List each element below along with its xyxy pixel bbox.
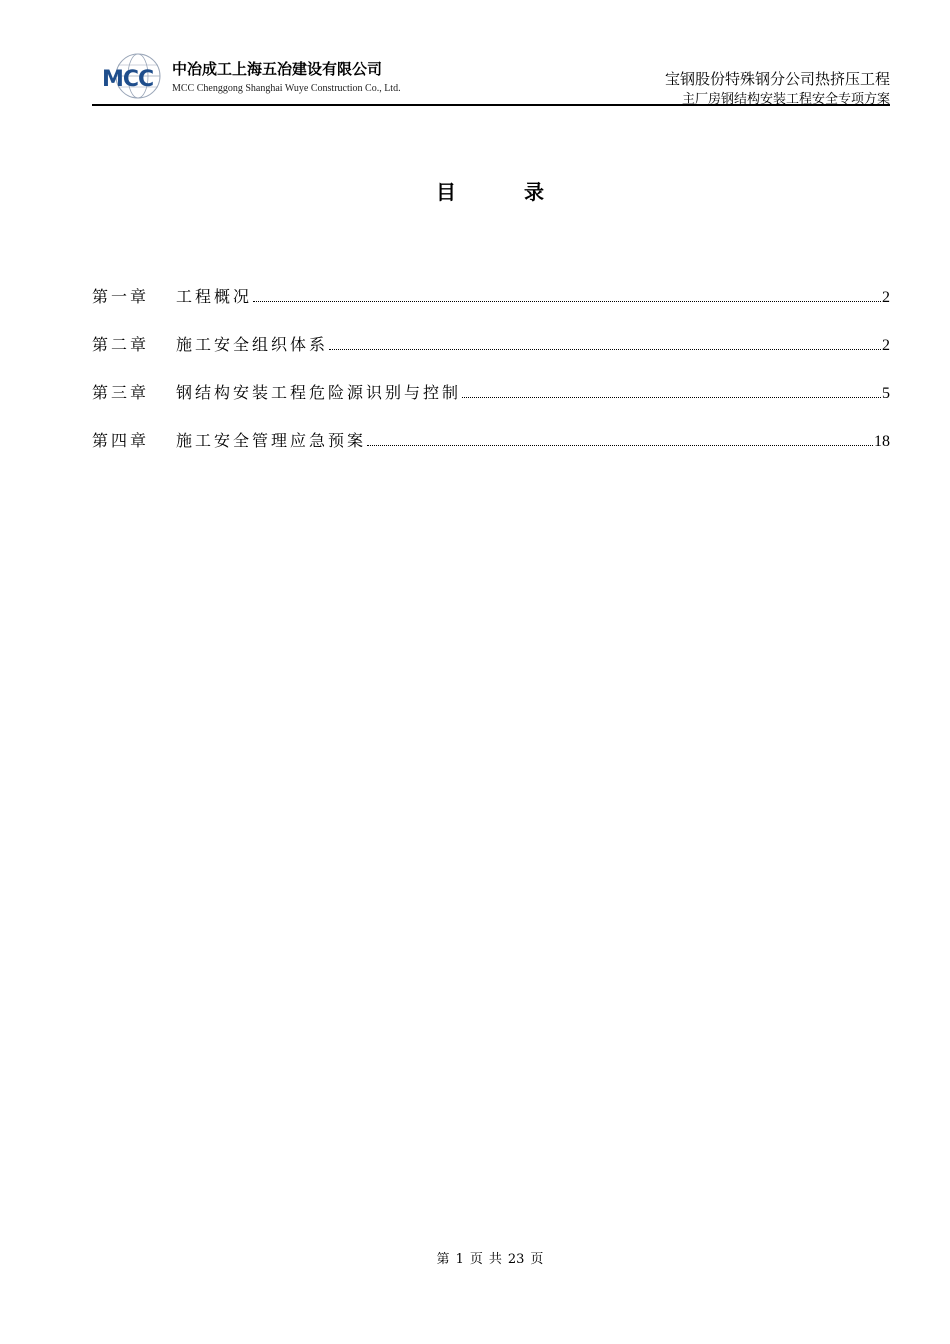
project-title-line2: 主厂房钢结构安装工程安全专项方案 [681, 92, 890, 107]
toc-page-number: 2 [882, 337, 890, 354]
toc-heading-char1: 目 [436, 180, 456, 204]
table-of-contents [92, 284, 890, 476]
svg-text:MCC: MCC [102, 67, 154, 92]
mcc-logo [102, 52, 168, 102]
footer-current-page: 1 [455, 1252, 464, 1267]
toc-leader-dots [253, 300, 881, 302]
toc-leader-dots [367, 444, 873, 446]
company-name-cn: 中冶成工上海五冶建设有限公司 [172, 60, 383, 78]
footer-page-word: 页 [469, 1252, 483, 1267]
footer-prefix: 第 [436, 1252, 450, 1267]
page-footer [0, 1248, 950, 1267]
toc-leader-dots [462, 396, 881, 398]
toc-heading-char2: 录 [524, 180, 544, 204]
toc-chapter-number: 第三章 [92, 383, 150, 402]
footer-total-pages: 23 [507, 1252, 525, 1267]
toc-chapter-title: 施工安全管理应急预案 [176, 431, 367, 450]
toc-page-number: 18 [874, 433, 890, 450]
company-name-en: MCC Chenggong Shanghai Wuye Construction Co., Ltd. [172, 83, 401, 94]
toc-entry[interactable] [92, 380, 890, 428]
toc-entry[interactable] [92, 428, 890, 476]
toc-heading [0, 176, 950, 205]
toc-chapter-title: 工程概况 [176, 287, 253, 306]
footer-suffix: 页 [530, 1252, 544, 1267]
toc-chapter-title: 施工安全组织体系 [176, 335, 329, 354]
toc-page-number: 2 [882, 289, 890, 306]
page-header [92, 50, 890, 106]
toc-chapter-title: 钢结构安装工程危险源识别与控制 [176, 383, 462, 402]
toc-entry[interactable] [92, 332, 890, 380]
toc-page-number: 5 [882, 385, 890, 402]
toc-chapter-number: 第一章 [92, 287, 150, 306]
toc-leader-dots [329, 348, 881, 350]
toc-chapter-number: 第四章 [92, 431, 150, 450]
toc-chapter-number: 第二章 [92, 335, 150, 354]
project-title-line1: 宝钢股份特殊钢分公司热挤压工程 [664, 70, 890, 88]
footer-total-word: 共 [488, 1252, 502, 1267]
toc-entry[interactable] [92, 284, 890, 332]
